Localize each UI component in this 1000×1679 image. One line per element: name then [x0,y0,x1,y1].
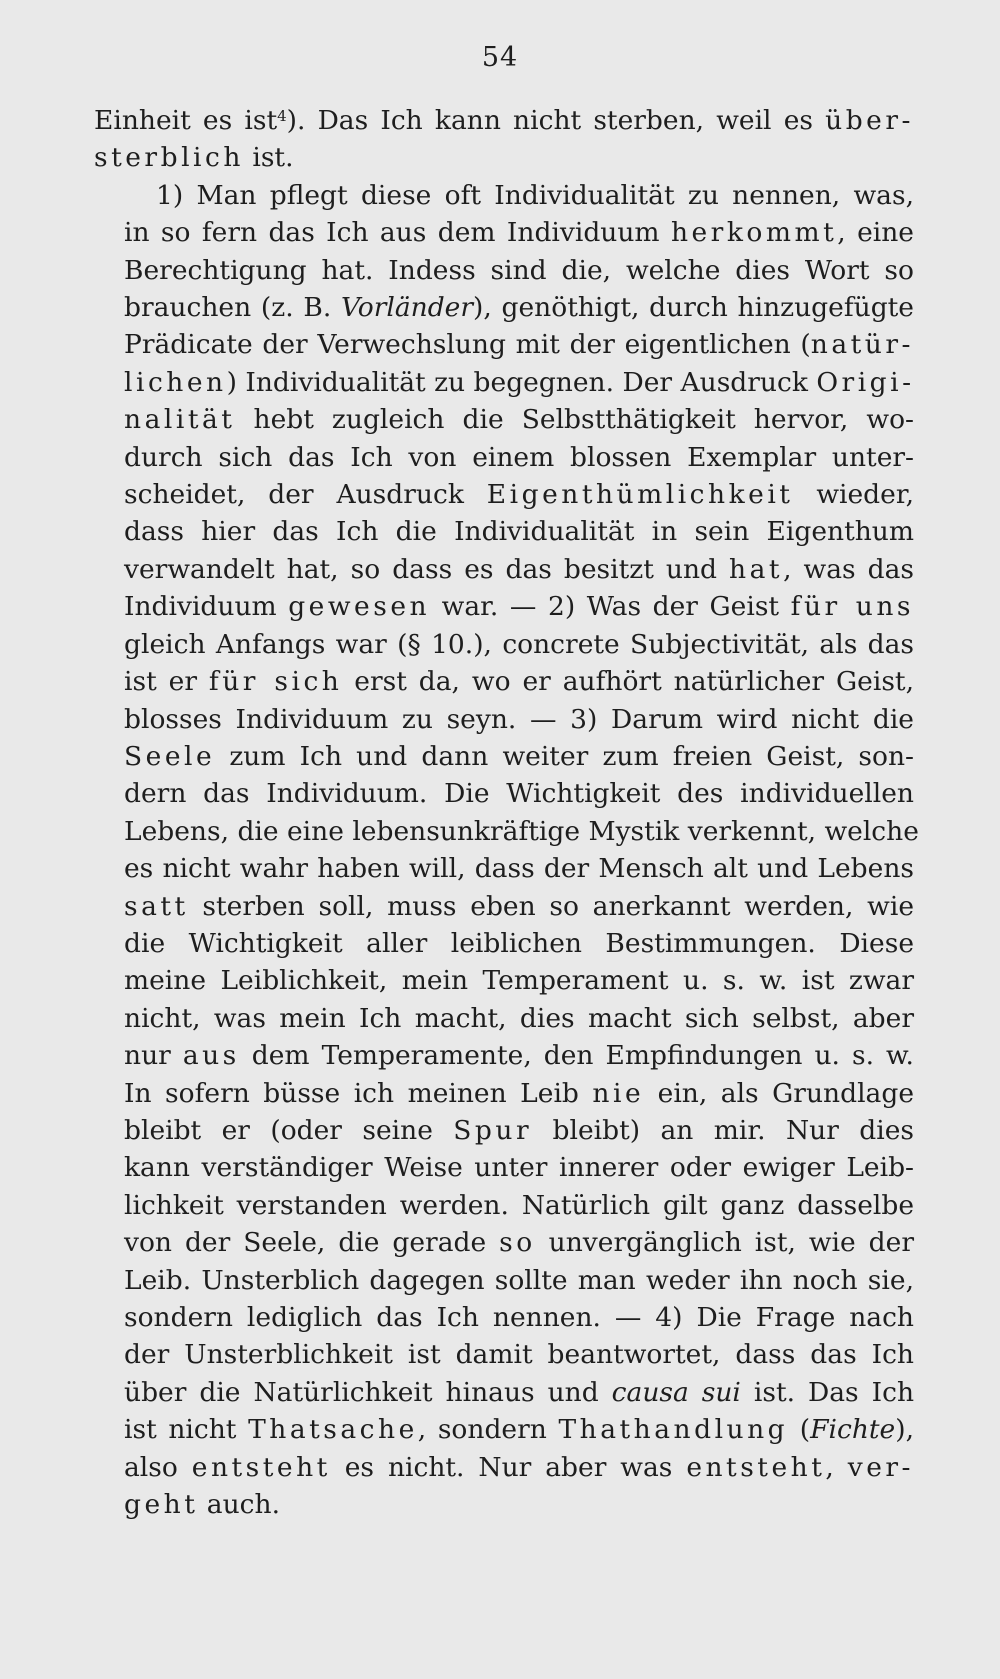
footnote-line: Seele zum Ich und dann weiter zum freien Geist, son- [124,740,914,772]
footnote-line: Leib. Unsterblich dagegen sollte man weder ihn noch sie, [124,1264,914,1296]
footnote-line: brauchen (z. B. Vorländer), genöthigt, durch hinzugefügte [124,292,914,324]
footnote-line: Berechtigung hat. Indess sind die, welche dies Wort so [124,254,914,286]
footnote-line: über die Natürlichkeit hinaus und causa sui ist. Das Ich [124,1376,915,1408]
main-text-line: sterblich ist. [94,142,294,174]
footnote-line: die Wichtigkeit aller leiblichen Bestimmungen. Diese [124,927,914,959]
footnote-line: lichkeit verstanden werden. Natürlich gilt ganz dasselbe [124,1189,914,1221]
footnote-line: von der Seele, die gerade so unvergänglich ist, wie der [124,1227,914,1259]
page-text [94,102,919,1523]
footnote-line: dern das Individuum. Die Wichtigkeit des individuellen [124,778,914,810]
footnote-line: verwandelt hat, so dass es das besitzt und hat, was das [124,553,914,585]
footnote-line: Individuum gewesen war. — 2) Was der Geist für uns [124,591,914,623]
footnote-line: geht auch. [124,1489,280,1521]
footnote-line: der Unsterblichkeit ist damit beantwortet, dass das Ich [124,1339,914,1371]
footnote-line: 1) Man pflegt diese oft Individualität zu nennen, was, [156,179,914,211]
footnote-line: Prädicate der Verwechslung mit der eigentlichen (natür- [124,329,914,361]
page-number: 54 [481,42,519,73]
footnote-line: dass hier das Ich die Individualität in sein Eigenthum [124,516,914,548]
footnote-line: nalität hebt zugleich die Selbstthätigkeit hervor, wo- [124,404,914,436]
footnote-line: In sofern büsse ich meinen Leib nie ein, als Grundlage [124,1077,914,1109]
footnote-line: in so fern das Ich aus dem Individuum herkommt, eine [124,217,914,249]
footnote-line: blosses Individuum zu seyn. — 3) Darum wird nicht die [124,703,914,735]
footnote-line: gleich Anfangs war (§ 10.), concrete Subjectivität, als das [124,628,914,660]
footnote-line: nur aus dem Temperamente, den Empfindungen u. s. w. [124,1040,914,1072]
footnote-line: lichen) Individualität zu begegnen. Der Ausdruck Origi- [124,366,915,398]
footnote-line: sondern lediglich das Ich nennen. — 4) Die Frage nach [124,1302,914,1333]
footnote-line: ist er für sich erst da, wo er aufhört natürlicher Geist, [124,666,915,698]
footnote-line: satt sterben soll, muss eben so anerkannt werden, wie [124,890,914,922]
footnote-line: kann verständiger Weise unter innerer oder ewiger Leib- [124,1152,914,1184]
footnote-line: durch sich das Ich von einem blossen Exemplar unter- [124,441,914,473]
footnote-line: nicht, was mein Ich macht, dies macht sich selbst, aber [124,1002,914,1034]
footnote-line: es nicht wahr haben will, dass der Mensch alt und Lebens [124,853,914,885]
footnote-line: meine Leiblichkeit, mein Temperament u. s. w. ist zwar [124,965,914,997]
footnote-line: also entsteht es nicht. Nur aber was entsteht, ver- [124,1451,914,1483]
main-text-line: Einheit es ist$^4$). Das Ich kann nicht sterben, weil es über- [94,105,914,136]
footnote-line: ist nicht Thatsache, sondern Thathandlung (Fichte), [124,1414,915,1446]
footnote-line: Lebens, die eine lebensunkräftige Mystik verkennt, welche [124,815,919,847]
footnote-reference: 4 [277,107,287,125]
footnote-line: bleibt er (oder seine Spur bleibt) an mir. Nur dies [124,1114,914,1146]
footnote-line: scheidet, der Ausdruck Eigenthümlichkeit wieder, [124,479,915,511]
